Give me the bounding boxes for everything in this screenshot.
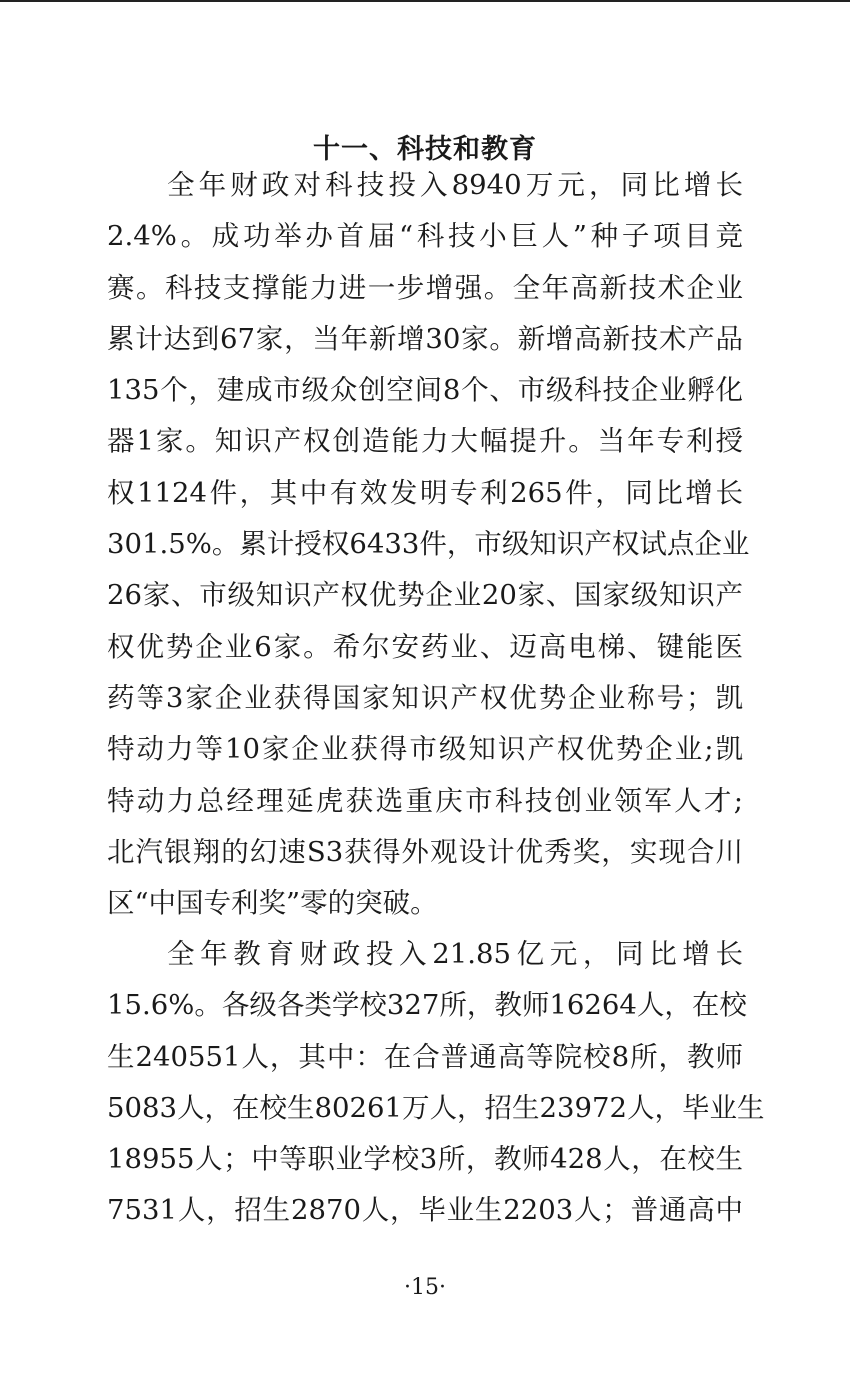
text-line: 15.6%。各级各类学校327所，教师16264人，在校 [107, 989, 747, 1022]
paragraph-education [107, 929, 765, 1237]
text-line: 赛。科技支撑能力进一步增强。全年高新技术企业 [107, 271, 743, 304]
text-line: 特动力总经理延虎获选重庆市科技创业领军人才; [107, 784, 743, 817]
text-line: 生240551人，其中：在合普通高等院校8所，教师 [107, 1040, 743, 1073]
text-line: 7531人，招生2870人，毕业生2203人；普通高中 [107, 1194, 743, 1227]
text-line: 北汽银翔的幻速S3获得外观设计优秀奖，实现合川 [107, 835, 743, 868]
text-line: 权优势企业6家。希尔安药业、迈高电梯、键能医 [107, 630, 743, 663]
paragraph-science-technology [107, 160, 750, 929]
text-line: 器1家。知识产权创造能力大幅提升。当年专利授 [107, 425, 743, 458]
top-border-rule [0, 0, 850, 2]
text-line: 5083人，在校生80261万人，招生23972人，毕业生 [107, 1091, 765, 1124]
text-line: 26家、市级知识产权优势企业20家、国家级知识产 [107, 579, 743, 612]
text-line: 2.4%。成功举办首届“科技小巨人”种子项目竞 [107, 220, 743, 253]
text-line: 特动力等10家企业获得市级知识产权优势企业;凯 [107, 733, 743, 766]
text-line: 药等3家企业获得国家知识产权优势企业称号；凯 [107, 681, 743, 714]
text-line: 累计达到67家，当年新增30家。新增高新技术产品 [107, 322, 743, 355]
text-line: 135个，建成市级众创空间8个、市级科技企业孵化 [107, 374, 743, 407]
section-title: 十一、科技和教育 [313, 134, 537, 166]
text-line: 18955人；中等职业学校3所，教师428人，在校生 [107, 1143, 743, 1176]
text-line: 区“中国专利奖”零的突破。 [107, 887, 438, 920]
text-line: 301.5%。累计授权6433件，市级知识产权试点企业 [107, 528, 750, 561]
text-line: 权1124件，其中有效发明专利265件，同比增长 [107, 476, 743, 509]
page-number: ·15· [404, 1275, 446, 1300]
text-line: 全年财政对科技投入8940万元，同比增长 [167, 169, 743, 201]
text-line: 全年教育财政投入21.85亿元，同比增长 [167, 938, 743, 970]
